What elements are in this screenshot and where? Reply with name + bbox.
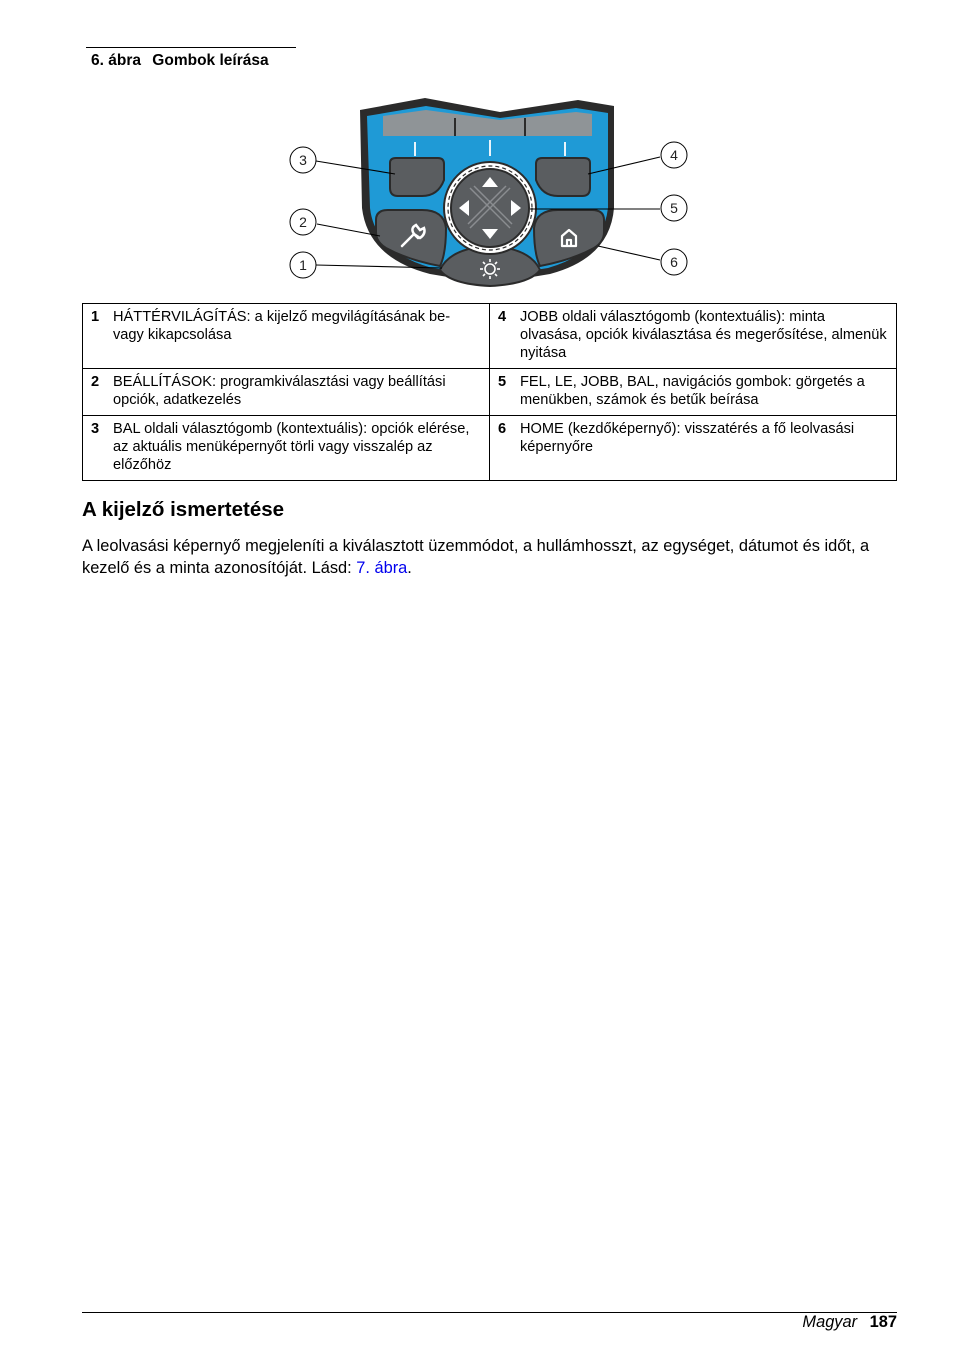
footer-language: Magyar <box>802 1313 858 1331</box>
legend-item-5 <box>498 373 888 409</box>
page-footer <box>802 1313 897 1332</box>
legend-number: 3 <box>91 421 100 437</box>
figure-number: 6. ábra <box>91 52 141 69</box>
table-row <box>83 369 897 416</box>
callout-6: 6 <box>670 254 678 270</box>
legend-text: HOME (kezdőképernyő): visszatérés a fő leolvasási képernyőre <box>520 421 855 455</box>
paragraph-end: . <box>407 558 412 577</box>
legend-item-2 <box>91 373 481 409</box>
legend-item-6 <box>498 420 888 456</box>
figure-7-link[interactable]: 7. ábra <box>356 558 408 577</box>
legend-number: 1 <box>91 309 100 325</box>
table-row <box>83 416 897 481</box>
callout-4: 4 <box>670 147 678 163</box>
right-select-key <box>536 158 590 196</box>
legend-text: BAL oldali választógomb (kontextuális): opciók elérése, az aktuális menüképernyőt törli vagy visszalép az előzőhöz <box>113 421 470 473</box>
page-number: 187 <box>869 1313 897 1331</box>
legend-item-1 <box>91 308 481 344</box>
paragraph-text: A leolvasási képernyő megjeleníti a kiválasztott üzemmódot, a hullámhosszt, az egységet, dátumot és időt, a kezelő és a minta azonosítóját. Lásd: <box>82 537 870 577</box>
legend-number: 4 <box>498 309 507 325</box>
legend-text: HÁTTÉRVILÁGÍTÁS: a kijelző megvilágításának be- vagy kikapcsolása <box>113 309 451 343</box>
legend-item-3 <box>91 420 481 474</box>
callout-1: 1 <box>299 257 307 273</box>
keypad-drawing <box>200 88 780 288</box>
callout-3: 3 <box>299 152 307 168</box>
section-heading: A kijelző ismertetése <box>82 498 285 521</box>
footer-rule <box>82 1312 897 1313</box>
section-paragraph <box>82 536 897 579</box>
legend-item-4 <box>498 308 888 362</box>
legend-number: 2 <box>91 374 100 390</box>
figure-caption-rule <box>86 47 296 48</box>
figure-caption <box>91 52 269 70</box>
legend-text: JOBB oldali választógomb (kontextuális): minta olvasása, opciók kiválasztása és megerősítése, almenük nyitása <box>520 309 887 361</box>
callout-2: 2 <box>299 214 307 230</box>
legend-number: 6 <box>498 421 507 437</box>
legend-text: FEL, LE, JOBB, BAL, navigációs gombok: görgetés a menükben, számok és betűk beírása <box>520 374 865 408</box>
legend-text: BEÁLLÍTÁSOK: programkiválasztási vagy beállítási opciók, adatkezelés <box>113 374 446 408</box>
figure-title: Gombok leírása <box>152 52 269 69</box>
keypad-illustration <box>200 88 780 288</box>
legend-number: 5 <box>498 374 507 390</box>
callout-5: 5 <box>670 200 678 216</box>
button-legend-table <box>82 303 897 481</box>
table-row <box>83 304 897 369</box>
left-select-key <box>390 158 444 196</box>
